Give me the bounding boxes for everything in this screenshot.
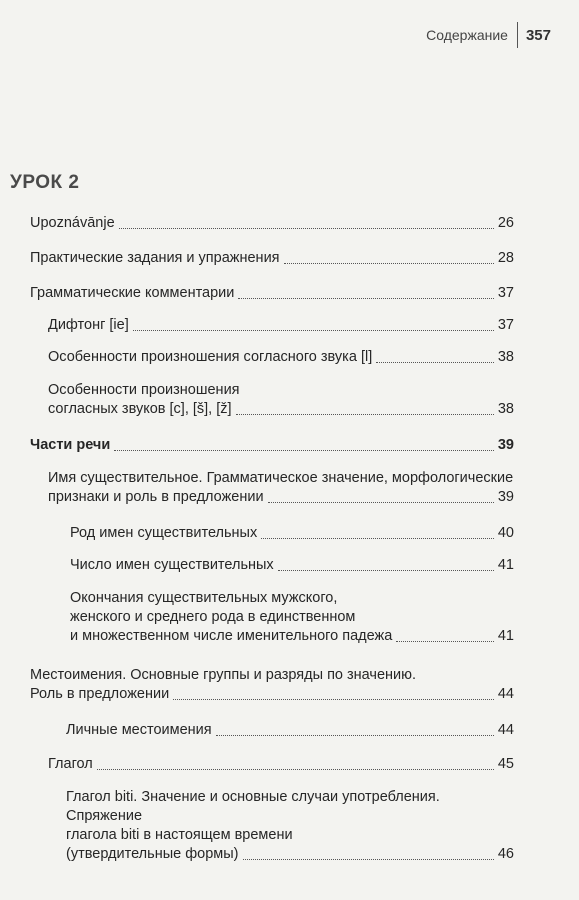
toc-entry-page: 45 [497, 756, 514, 772]
toc-entry [30, 666, 514, 704]
toc-entry-line: Окончания существительных мужского, [70, 590, 338, 606]
toc-leader [97, 769, 494, 770]
toc-leader [284, 263, 494, 264]
toc-entry-line: Глагол biti. Значение и основные случаи употребления. Спряжение [66, 789, 440, 824]
toc-entry-line: женского и среднего рода в единственном [70, 609, 356, 625]
toc-leader [236, 414, 494, 415]
header-divider [517, 22, 518, 48]
toc-entry-page: 38 [497, 401, 514, 417]
toc-entry [70, 556, 514, 575]
toc-entry [30, 249, 514, 268]
toc-entry [48, 348, 514, 367]
toc-entry-page: 41 [497, 557, 514, 573]
toc-entry-page: 37 [497, 317, 514, 333]
toc-leader [376, 362, 494, 363]
toc-entry [66, 788, 514, 864]
toc-entry-line: глагола biti в настоящем времени [66, 827, 293, 843]
toc-entry-line: Имя существительное. Грамматическое значение, морфологические [48, 470, 514, 486]
toc-leader [268, 502, 494, 503]
toc-entry-page: 39 [497, 437, 514, 453]
toc-entry-text: Дифтонг [ie] [48, 317, 129, 333]
toc-entry-text: Практические задания и упражнения [30, 250, 280, 266]
toc-entry-page: 38 [497, 349, 514, 365]
toc-entry-page: 44 [497, 722, 514, 738]
toc-leader [114, 450, 494, 451]
toc-entry-text: Особенности произношения согласного звука [l] [48, 349, 373, 365]
toc-leader [133, 330, 494, 331]
toc-entry-text: Род имен существительных [70, 525, 258, 541]
toc-entry-text: Роль в предложении [30, 686, 170, 702]
toc-entry-text: Грамматические комментарии [30, 285, 235, 301]
toc-entry-page: 40 [497, 525, 514, 541]
lesson-heading: УРОК 2 [10, 172, 80, 193]
toc-entry-page: 37 [497, 285, 514, 301]
toc-entry [30, 284, 514, 303]
toc-entry [48, 316, 514, 335]
toc-leader [173, 699, 494, 700]
toc-entry-line: Местоимения. Основные группы и разряды по значению. [30, 667, 417, 683]
toc-entry-page: 46 [497, 846, 514, 862]
toc-entry-text: Глагол [48, 756, 93, 772]
toc-entry-page: 26 [497, 215, 514, 231]
toc-leader [261, 538, 494, 539]
toc-entry [70, 524, 514, 543]
toc-entry [30, 214, 514, 233]
toc-entry-page: 39 [497, 489, 514, 505]
toc-entry-page: 28 [497, 250, 514, 266]
toc-leader [119, 228, 494, 229]
toc-entry-text: Личные местоимения [66, 722, 212, 738]
toc-entry [66, 721, 514, 740]
toc-leader [216, 735, 494, 736]
toc-leader [243, 859, 494, 860]
toc-entry-page: 41 [497, 628, 514, 644]
running-header [426, 22, 551, 48]
toc-entry-page: 44 [497, 686, 514, 702]
toc-entry [70, 589, 514, 646]
toc-entry-text: и множественном числе именительного падежа [70, 628, 393, 644]
page-number: 357 [525, 26, 551, 44]
toc-entry-text: Upoznávānje [30, 215, 115, 231]
toc-entry-text: согласных звуков [c], [š], [ž] [48, 401, 232, 417]
toc-entry [48, 381, 514, 419]
toc-entry [48, 755, 514, 774]
toc-entry-line: Особенности произношения [48, 382, 240, 398]
toc-entry-text: признаки и роль в предложении [48, 489, 264, 505]
toc-entry [48, 469, 514, 507]
toc-entry [30, 436, 514, 455]
toc-leader [278, 570, 494, 571]
toc-entry-text: (утвердительные формы) [66, 846, 239, 862]
header-title: Содержание [426, 27, 508, 43]
toc-entry-text: Число имен существительных [70, 557, 274, 573]
toc-leader [238, 298, 493, 299]
toc-leader [396, 641, 494, 642]
toc-entry-text: Части речи [30, 437, 111, 453]
